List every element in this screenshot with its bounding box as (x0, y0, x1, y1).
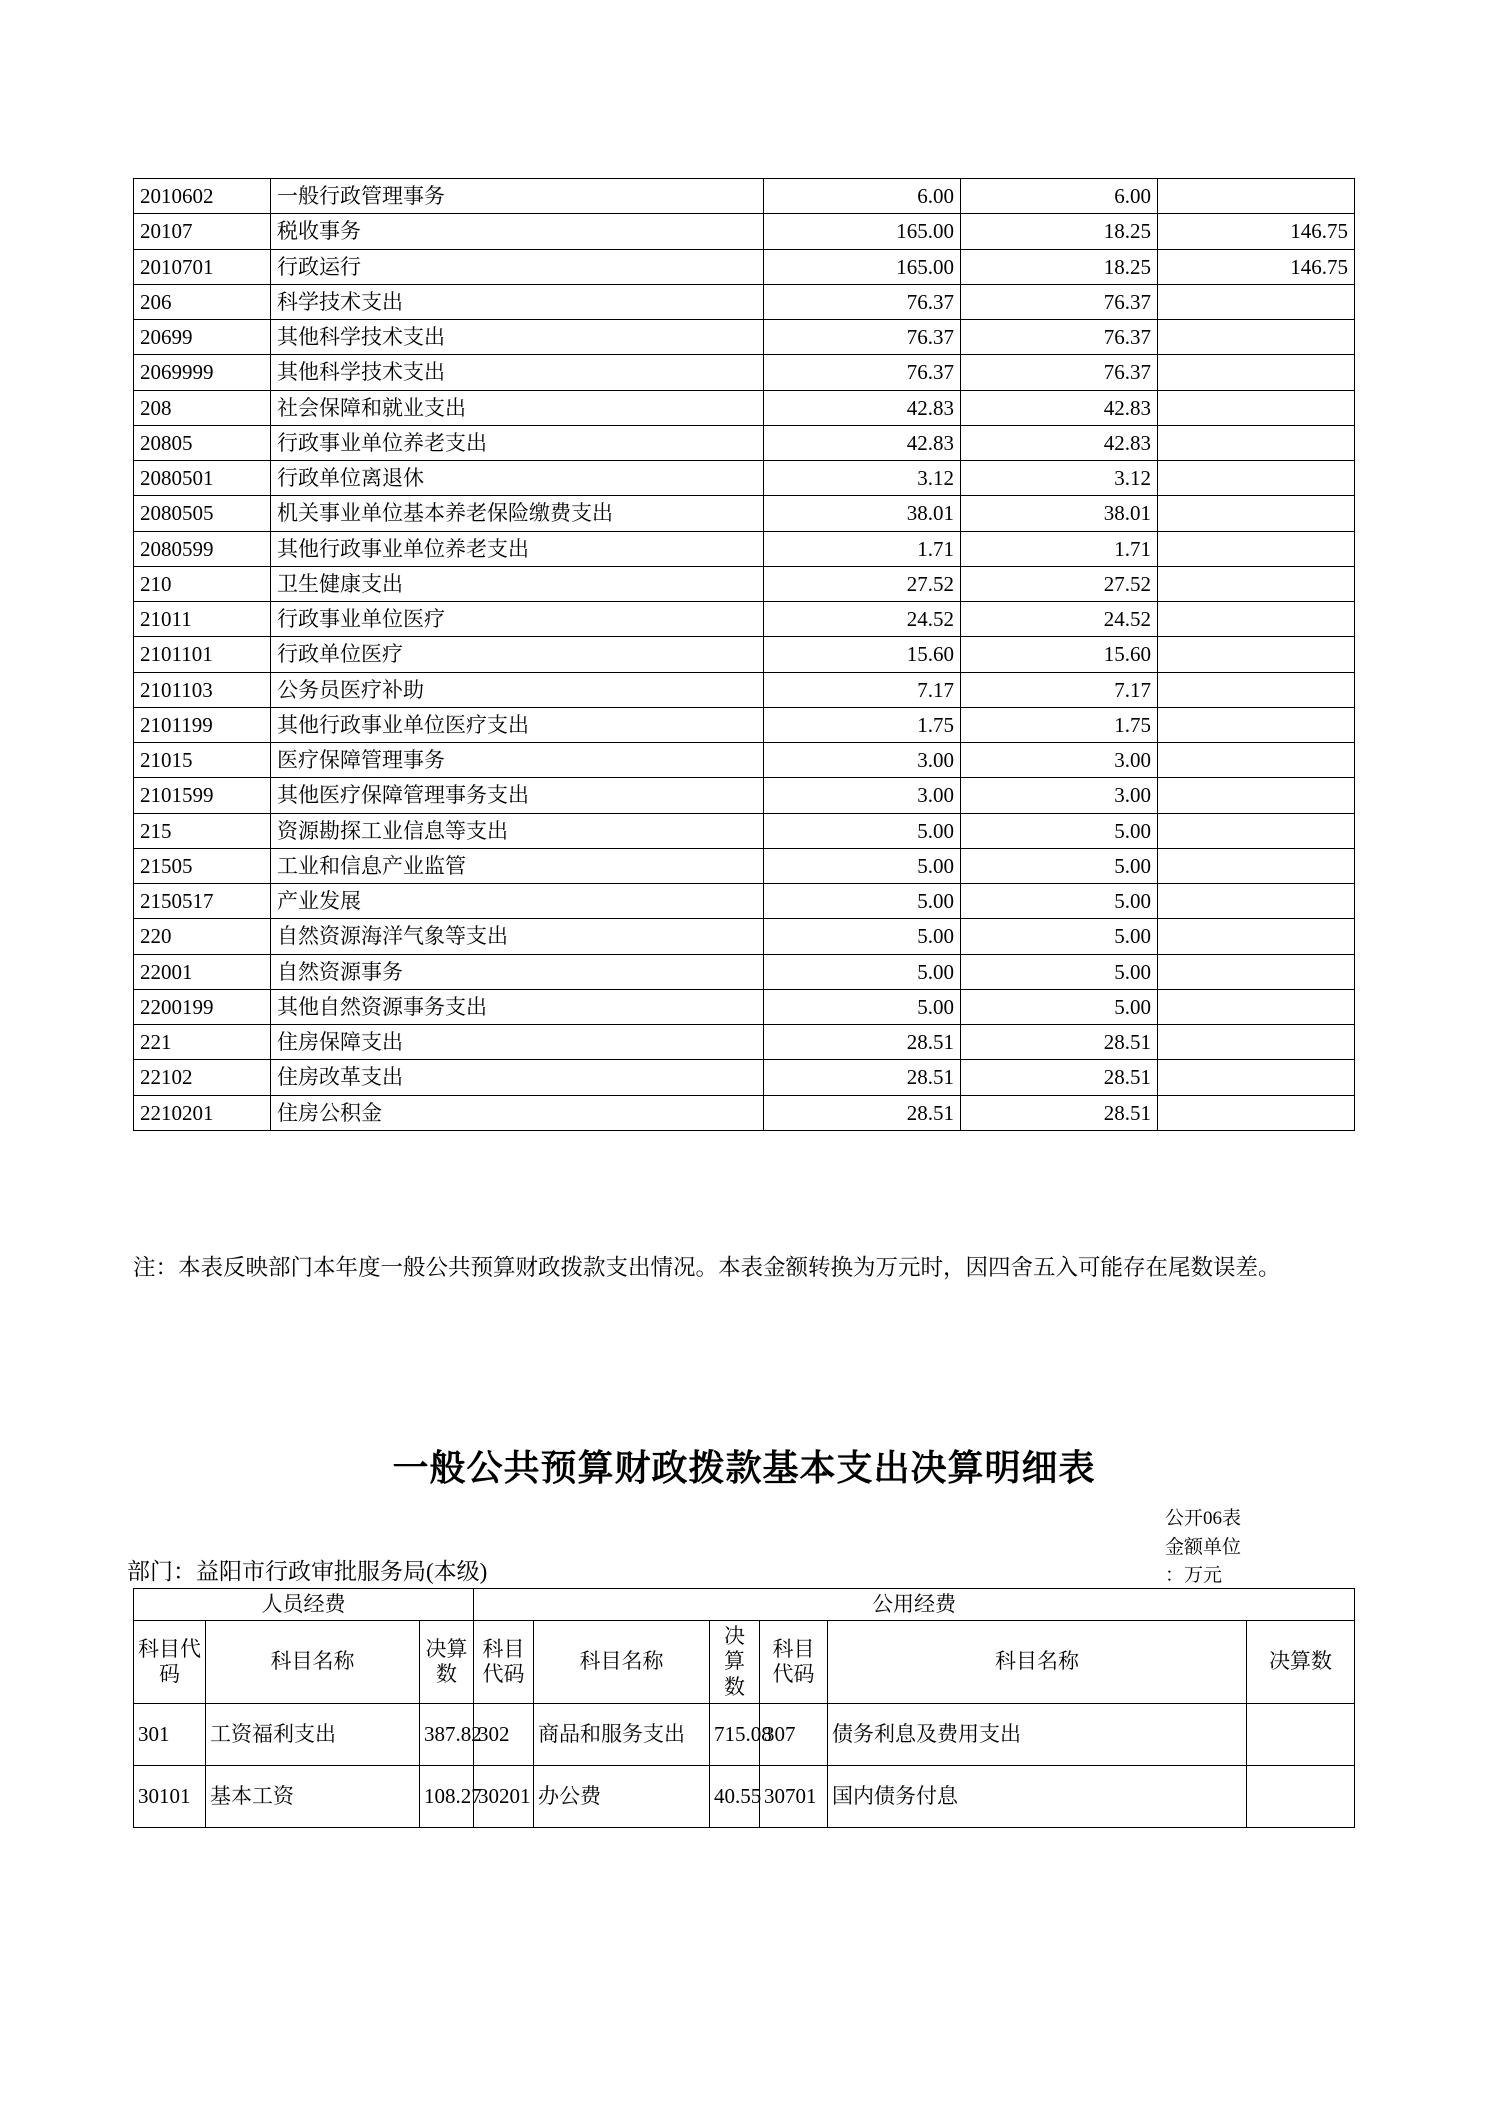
cell-basic: 5.00 (961, 919, 1158, 954)
cell-code: 21505 (134, 848, 271, 883)
col-header-code1: 科目代码 (134, 1621, 206, 1704)
cell-name: 资源勘探工业信息等支出 (271, 813, 764, 848)
cell-basic: 76.37 (961, 355, 1158, 390)
cell-code: 221 (134, 1025, 271, 1060)
cell-code: 215 (134, 813, 271, 848)
cell-basic: 28.51 (961, 1095, 1158, 1130)
cell-total: 15.60 (764, 637, 961, 672)
cell-code-personnel: 301 (134, 1703, 206, 1765)
cell-total: 3.00 (764, 743, 961, 778)
cell-basic: 5.00 (961, 989, 1158, 1024)
cell-total: 165.00 (764, 249, 961, 284)
table-row (134, 249, 1355, 284)
cell-basic: 6.00 (961, 179, 1158, 214)
cell-project (1158, 954, 1355, 989)
cell-name: 科学技术支出 (271, 284, 764, 319)
cell-name: 医疗保障管理事务 (271, 743, 764, 778)
col-header-name3: 科目名称 (828, 1621, 1247, 1704)
cell-basic: 24.52 (961, 602, 1158, 637)
cell-name: 行政单位离退休 (271, 461, 764, 496)
cell-basic: 5.00 (961, 954, 1158, 989)
amount-unit-label: 金额单位 (1165, 1536, 1242, 1558)
cell-total: 76.37 (764, 284, 961, 319)
cell-code: 2101199 (134, 707, 271, 742)
table-row (134, 884, 1355, 919)
cell-basic: 7.17 (961, 672, 1158, 707)
cell-total: 5.00 (764, 954, 961, 989)
cell-total: 5.00 (764, 989, 961, 1024)
cell-name: 公务员医疗补助 (271, 672, 764, 707)
cell-code-public-a: 302 (474, 1703, 534, 1765)
table-row (134, 989, 1355, 1024)
cell-project (1158, 919, 1355, 954)
cell-code: 2200199 (134, 989, 271, 1024)
cell-total: 7.17 (764, 672, 961, 707)
cell-total: 5.00 (764, 848, 961, 883)
cell-code: 21015 (134, 743, 271, 778)
department-line: 部门：益阳市行政审批服务局(本级) (127, 1559, 488, 1584)
cell-project (1158, 390, 1355, 425)
cell-code: 20107 (134, 214, 271, 249)
cell-project (1158, 284, 1355, 319)
cell-code: 2210201 (134, 1095, 271, 1130)
cell-project (1158, 355, 1355, 390)
budget-expenditure-table (133, 178, 1355, 1131)
cell-name: 自然资源海洋气象等支出 (271, 919, 764, 954)
cell-basic: 1.75 (961, 707, 1158, 742)
table-row (134, 531, 1355, 566)
cell-name: 社会保障和就业支出 (271, 390, 764, 425)
cell-code: 20805 (134, 425, 271, 460)
cell-total: 1.75 (764, 707, 961, 742)
col-header-amount1: 决算数 (420, 1621, 474, 1704)
cell-basic: 18.25 (961, 214, 1158, 249)
cell-basic: 42.83 (961, 425, 1158, 460)
cell-code: 22102 (134, 1060, 271, 1095)
cell-total: 27.52 (764, 566, 961, 601)
table-row (134, 496, 1355, 531)
cell-total: 28.51 (764, 1060, 961, 1095)
cell-name: 自然资源事务 (271, 954, 764, 989)
cell-name: 行政事业单位医疗 (271, 602, 764, 637)
cell-name: 住房保障支出 (271, 1025, 764, 1060)
cell-project (1158, 320, 1355, 355)
table-row (134, 1025, 1355, 1060)
form-code: 公开06表 (1165, 1508, 1242, 1529)
cell-basic: 27.52 (961, 566, 1158, 601)
cell-basic: 28.51 (961, 1025, 1158, 1060)
cell-basic: 1.71 (961, 531, 1158, 566)
basic-expenditure-grid (133, 1588, 1355, 1828)
cell-project (1158, 672, 1355, 707)
cell-total: 3.00 (764, 778, 961, 813)
cell-code: 21011 (134, 602, 271, 637)
cell-basic: 76.37 (961, 320, 1158, 355)
cell-total: 24.52 (764, 602, 961, 637)
cell-total: 5.00 (764, 813, 961, 848)
col-header-code3: 科目代码 (760, 1621, 828, 1704)
col-header-amount3: 决算数 (1247, 1621, 1355, 1704)
table-row (134, 954, 1355, 989)
cell-project (1158, 1095, 1355, 1130)
cell-basic: 3.00 (961, 778, 1158, 813)
cell-total: 38.01 (764, 496, 961, 531)
cell-name: 其他行政事业单位养老支出 (271, 531, 764, 566)
cell-project (1158, 813, 1355, 848)
cell-code: 2080505 (134, 496, 271, 531)
cell-project: 146.75 (1158, 214, 1355, 249)
cell-code: 2101101 (134, 637, 271, 672)
cell-name-personnel: 基本工资 (206, 1765, 420, 1827)
cell-name: 住房公积金 (271, 1095, 764, 1130)
col-header-name2: 科目名称 (534, 1621, 710, 1704)
table-row (134, 1703, 1355, 1765)
table-note: 注：本表反映部门本年度一般公共预算财政拨款支出情况。本表金额转换为万元时，因四舍五入可能存在尾数误差。 (133, 1255, 1281, 1280)
cell-total: 1.71 (764, 531, 961, 566)
cell-total: 6.00 (764, 179, 961, 214)
table-row (134, 672, 1355, 707)
table-row (134, 637, 1355, 672)
basic-expenditure-detail-table (133, 1588, 1355, 1828)
cell-project (1158, 989, 1355, 1024)
cell-code: 22001 (134, 954, 271, 989)
table-row (134, 1060, 1355, 1095)
col-header-code2: 科目代码 (474, 1621, 534, 1704)
table-row (134, 778, 1355, 813)
cell-name: 税收事务 (271, 214, 764, 249)
cell-total: 42.83 (764, 425, 961, 460)
cell-code: 2101599 (134, 778, 271, 813)
cell-name: 卫生健康支出 (271, 566, 764, 601)
col-header-name1: 科目名称 (206, 1621, 420, 1704)
cell-code: 208 (134, 390, 271, 425)
cell-total: 3.12 (764, 461, 961, 496)
page-title: 一般公共预算财政拨款基本支出决算明细表 (392, 1448, 1096, 1488)
cell-project (1158, 461, 1355, 496)
cell-basic: 15.60 (961, 637, 1158, 672)
cell-project (1158, 778, 1355, 813)
cell-name-public-b: 债务利息及费用支出 (828, 1703, 1247, 1765)
cell-name: 机关事业单位基本养老保险缴费支出 (271, 496, 764, 531)
table-row (134, 1765, 1355, 1827)
cell-project (1158, 743, 1355, 778)
cell-name-personnel: 工资福利支出 (206, 1703, 420, 1765)
cell-project (1158, 1060, 1355, 1095)
cell-project (1158, 179, 1355, 214)
cell-total: 42.83 (764, 390, 961, 425)
cell-amount-public-a: 40.55 (710, 1765, 760, 1827)
cell-project (1158, 425, 1355, 460)
group-header-row (134, 1589, 1355, 1621)
table-row (134, 919, 1355, 954)
cell-name: 其他科学技术支出 (271, 320, 764, 355)
col-header-amount2: 决算数 (710, 1621, 760, 1704)
cell-code: 2069999 (134, 355, 271, 390)
cell-name: 其他科学技术支出 (271, 355, 764, 390)
cell-code: 2010701 (134, 249, 271, 284)
table-row (134, 848, 1355, 883)
cell-project (1158, 496, 1355, 531)
cell-name: 行政运行 (271, 249, 764, 284)
form-meta (1165, 1505, 1355, 1591)
cell-code: 2080501 (134, 461, 271, 496)
cell-basic: 3.00 (961, 743, 1158, 778)
cell-code: 2080599 (134, 531, 271, 566)
cell-basic: 42.83 (961, 390, 1158, 425)
cell-basic: 28.51 (961, 1060, 1158, 1095)
cell-amount-personnel: 108.27 (420, 1765, 474, 1827)
cell-code-personnel: 30101 (134, 1765, 206, 1827)
cell-total: 165.00 (764, 214, 961, 249)
cell-project (1158, 602, 1355, 637)
cell-name-public-a: 商品和服务支出 (534, 1703, 710, 1765)
cell-project (1158, 566, 1355, 601)
cell-project (1158, 707, 1355, 742)
cell-code-public-b: 307 (760, 1703, 828, 1765)
cell-total: 28.51 (764, 1095, 961, 1130)
cell-project (1158, 531, 1355, 566)
cell-basic: 76.37 (961, 284, 1158, 319)
cell-basic: 18.25 (961, 249, 1158, 284)
cell-name: 产业发展 (271, 884, 764, 919)
cell-name: 其他医疗保障管理事务支出 (271, 778, 764, 813)
table-row (134, 707, 1355, 742)
cell-name: 行政事业单位养老支出 (271, 425, 764, 460)
cell-name-public-b: 国内债务付息 (828, 1765, 1247, 1827)
cell-code-public-b: 30701 (760, 1765, 828, 1827)
cell-code: 2010602 (134, 179, 271, 214)
table-row (134, 320, 1355, 355)
cell-name: 工业和信息产业监管 (271, 848, 764, 883)
group-header-public: 公用经费 (474, 1589, 1355, 1621)
cell-code: 206 (134, 284, 271, 319)
table-row (134, 461, 1355, 496)
cell-project (1158, 848, 1355, 883)
table-row (134, 214, 1355, 249)
table-row (134, 743, 1355, 778)
table-row (134, 355, 1355, 390)
cell-project (1158, 884, 1355, 919)
cell-name: 一般行政管理事务 (271, 179, 764, 214)
cell-basic: 5.00 (961, 813, 1158, 848)
table-row (134, 390, 1355, 425)
cell-name: 其他行政事业单位医疗支出 (271, 707, 764, 742)
cell-name-public-a: 办公费 (534, 1765, 710, 1827)
table-row (134, 425, 1355, 460)
cell-name: 其他自然资源事务支出 (271, 989, 764, 1024)
cell-total: 5.00 (764, 919, 961, 954)
cell-name: 行政单位医疗 (271, 637, 764, 672)
cell-project (1158, 1025, 1355, 1060)
table-row (134, 284, 1355, 319)
cell-basic: 38.01 (961, 496, 1158, 531)
cell-project (1158, 637, 1355, 672)
cell-basic: 3.12 (961, 461, 1158, 496)
cell-amount-public-b (1247, 1765, 1355, 1827)
cell-total: 28.51 (764, 1025, 961, 1060)
cell-code: 2101103 (134, 672, 271, 707)
cell-total: 76.37 (764, 355, 961, 390)
cell-code-public-a: 30201 (474, 1765, 534, 1827)
cell-code: 210 (134, 566, 271, 601)
table-row (134, 602, 1355, 637)
cell-basic: 5.00 (961, 848, 1158, 883)
cell-total: 5.00 (764, 884, 961, 919)
table-row (134, 813, 1355, 848)
budget-expenditure-grid (133, 178, 1355, 1131)
amount-unit-value: ：万元 (1165, 1565, 1223, 1586)
table-row (134, 566, 1355, 601)
cell-code: 2150517 (134, 884, 271, 919)
table-body (134, 179, 1355, 1131)
cell-amount-personnel: 387.82 (420, 1703, 474, 1765)
cell-code: 220 (134, 919, 271, 954)
cell-code: 20699 (134, 320, 271, 355)
cell-name: 住房改革支出 (271, 1060, 764, 1095)
group-header-personnel: 人员经费 (134, 1589, 474, 1621)
cell-amount-public-a: 715.08 (710, 1703, 760, 1765)
table-row (134, 179, 1355, 214)
column-header-row (134, 1621, 1355, 1704)
cell-basic: 5.00 (961, 884, 1158, 919)
cell-project: 146.75 (1158, 249, 1355, 284)
table-row (134, 1095, 1355, 1130)
cell-total: 76.37 (764, 320, 961, 355)
cell-amount-public-b (1247, 1703, 1355, 1765)
